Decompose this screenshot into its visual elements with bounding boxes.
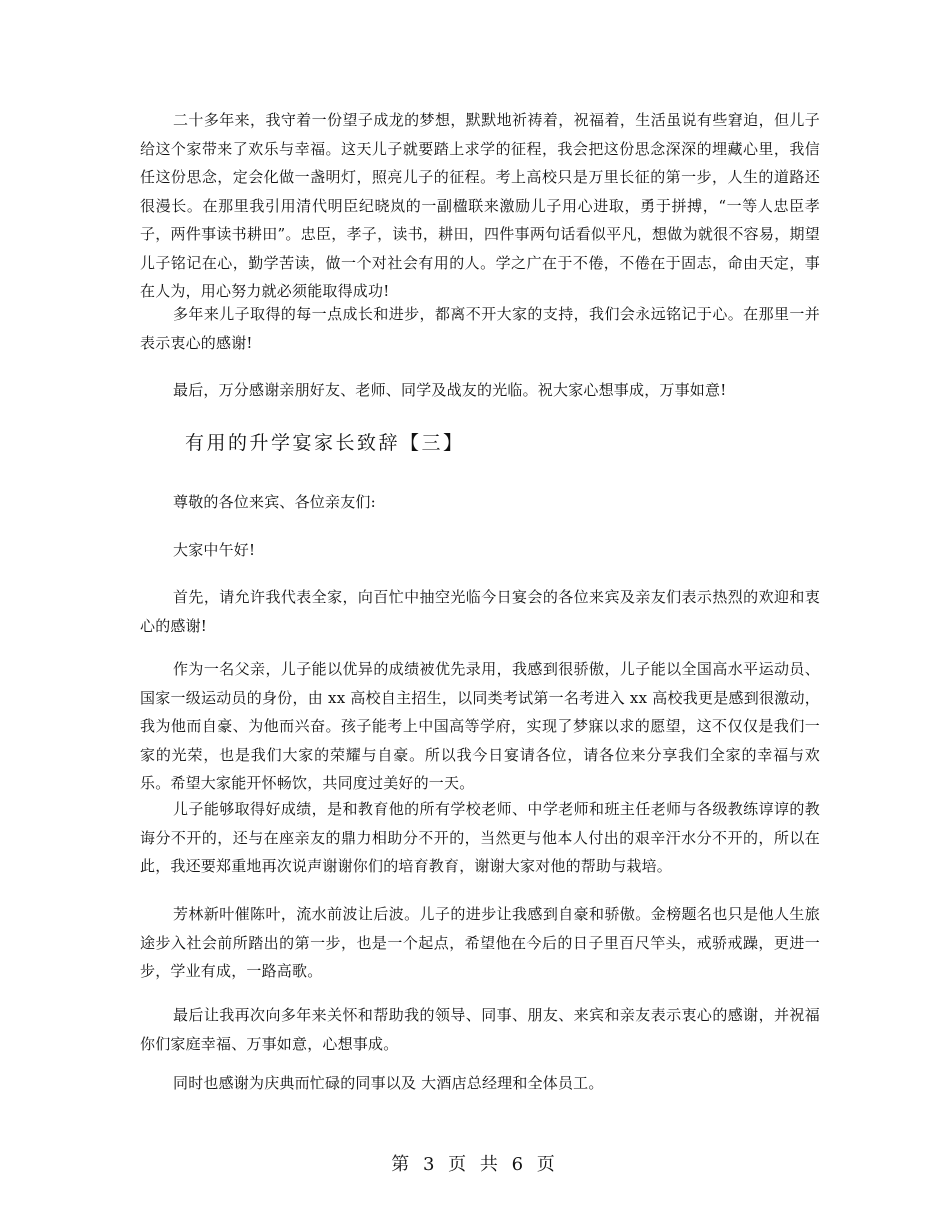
paragraph-final-thanks: 最后让我再次向多年来关怀和帮助我的领导、同事、朋友、来宾和亲友表示衷心的感谢，并祝福你们家庭幸福、万事如意，心想事成。	[140, 1006, 820, 1053]
paragraph-progress: 芳林新叶催陈叶，流水前波让后波。儿子的进步让我感到自豪和骄傲。金榜题名也只是他人生旅途步入社会前所踏出的第一步，也是一个起点，希望他在今后的日子里百尺竿头，戒骄戒躁，更进一步，学业有成，一路高歌。	[140, 905, 820, 980]
section-title: 有用的升学宴家长致辞【三】	[185, 432, 465, 454]
paragraph-thanks-support: 多年来儿子取得的每一点成长和进步，都离不开大家的支持，我们会永远铭记于心。在那里一并表示衷心的感谢!	[140, 305, 820, 352]
paragraph-teachers-thanks: 儿子能够取得好成绩，是和教育他的所有学校老师、中学老师和班主任老师与各级教练谆谆的教诲分不开的，还与在座亲友的鼎力相助分不开的，当然更与他本人付出的艰辛汗水分不开的，所以在此，我还要郑重地再次说声谢谢你们的培育教育，谢谢大家对他的帮助与栽培。	[140, 800, 820, 875]
paragraph-proud-father: 作为一名父亲，儿子能以优异的成绩被优先录用，我感到很骄傲，儿子能以全国高水平运动员、国家一级运动员的身份，由 xx 高校自主招生，以同类考试第一名考进入 xx 高校我更是感到很激动，我为他而自豪、为他而兴奋。孩子能考上中国高等学府，实现了梦寐以求的愿望，这不仅仅是我们一家的光荣，也是我们大家的荣耀与自豪。所以我今日宴请各位，请各位来分享我们全家的幸福与欢乐。希望大家能开怀畅饮，共同度过美好的一天。	[140, 660, 820, 792]
paragraph-staff-thanks: 同时也感谢为庆典而忙碌的同事以及 大酒店总经理和全体员工。	[173, 1074, 604, 1092]
paragraph-welcome: 首先，请允许我代表全家，向百忙中抽空光临今日宴会的各位来宾及亲友们表示热烈的欢迎和衷心的感谢!	[140, 588, 820, 635]
paragraph-greeting: 尊敬的各位来宾、各位亲友们:	[173, 493, 376, 511]
paragraph-good-noon: 大家中午好!	[173, 541, 256, 559]
paragraph-blessing: 二十多年来，我守着一份望子成龙的梦想，默默地祈祷着，祝福着，生活虽说有些窘迫，但儿子给这个家带来了欢乐与幸福。这天儿子就要踏上求学的征程，我会把这份思念深深的埋藏心里，我信任这份思念，定会化做一盏明灯，照亮儿子的征程。考上高校只是万里长征的第一步，人生的道路还很漫长。在那里我引用清代明臣纪晓岚的一副楹联来激励儿子用心进取，勇于拼搏，“一等人忠臣孝子，两件事读书耕田”。忠臣，孝子，读书，耕田，四件事两句话看似平凡，想做为就很不容易，期望儿子铭记在心，勤学苦读，做一个对社会有用的人。学之广在于不倦，不倦在于固志，命由天定，事在人为，用心努力就必须能取得成功!	[140, 111, 820, 300]
paragraph-closing-wishes: 最后，万分感谢亲朋好友、老师、同学及战友的光临。祝大家心想事成，万事如意!	[173, 381, 727, 399]
page-number-footer: 第 3 页 共 6 页	[391, 1154, 559, 1175]
